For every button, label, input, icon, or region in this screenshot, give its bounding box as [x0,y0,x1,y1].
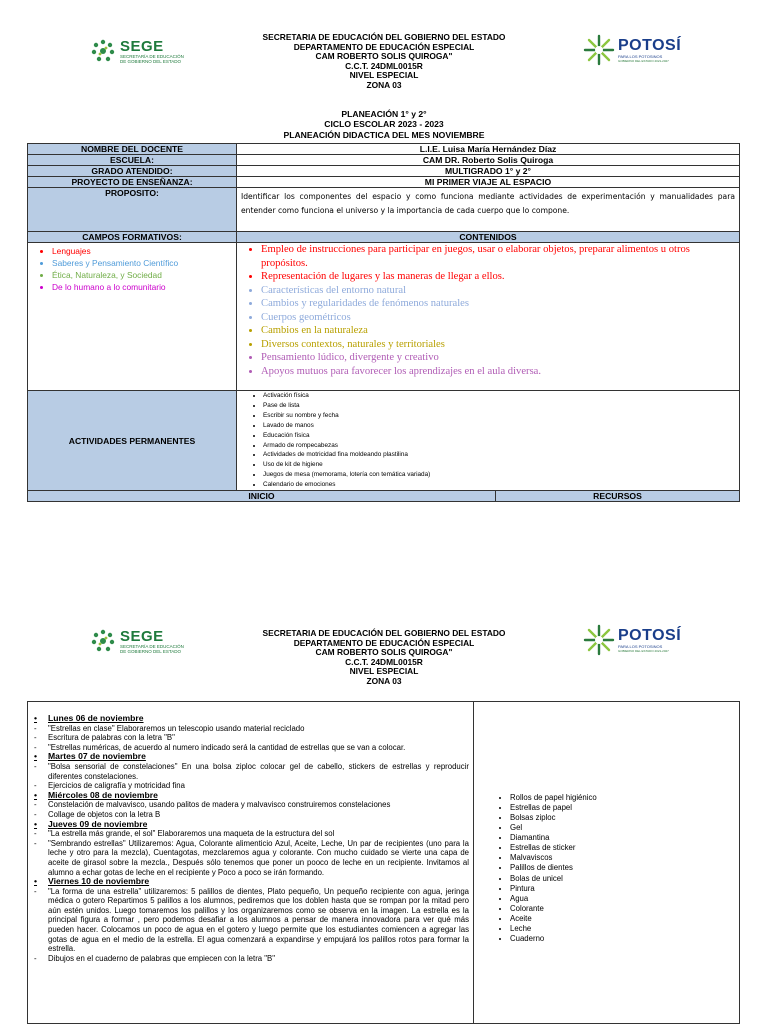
actividad-item: • Escribir su nombre y fecha [263,411,735,421]
header-line-6: ZONA 03 [366,79,402,90]
dash-icon: - [34,742,37,752]
dash-icon: - [34,781,37,791]
days-list [34,714,469,963]
docente-value: L.I.E. Luisa María Hernández Díaz [237,144,740,155]
dash-icon: - [34,723,37,733]
proposito-label: PROPOSITO: [28,188,237,232]
recurso-item: • Leche [510,924,739,934]
days-cell [28,702,474,1024]
day-activity [34,762,469,781]
header-line-4: C.C.T. 24DML0015R [345,60,423,71]
potosi-emblem-icon [582,623,616,657]
proyecto-value: MI PRIMER VIAJE AL ESPACIO [237,177,740,188]
contenido-item: • Empleo de instrucciones para participar en juegos, usar o elaborar objetos, preparar alimentos u otros propósitos. [261,243,735,270]
potosi-wordmark: POTOSÍ [618,36,682,54]
recursos-list [474,793,739,944]
potosi-subtitle-1: PARA LOS POTOSINOS [618,53,663,59]
sege-emblem-icon [90,38,116,64]
day-activity [34,954,469,964]
dash-icon: - [34,800,37,810]
escuela-label: ESCUELA: [28,155,237,166]
day-title: Martes 07 de noviembre [48,751,146,762]
day-activity-text: "Estrellas numéricas, de acuerdo al numero indicado será la cantidad de estrellas que se van a colocar. [48,742,406,752]
day-heading [34,791,469,801]
sege-subtitle-1: SECRETARÍA DE EDUCACIÓN [120,53,184,59]
header-line-4: C.C.T. 24DML0015R [345,656,423,667]
recurso-item: • Estrellas de sticker [510,843,739,853]
campo-item: • De lo humano a lo comunitario [52,281,232,293]
day-activity [34,839,469,877]
day-activity [34,829,469,839]
actividad-item: • Juegos de mesa (memorama, lotería con temática variada) [263,470,735,480]
day-heading [34,820,469,830]
day-activity [34,724,469,734]
contenido-item: • Cambios en la naturaleza [261,324,735,338]
day-activity-text: Collage de objetos con la letra B [48,809,161,819]
potosi-subtitle-2: GOBIERNO DEL ESTADO 2021-2027 [618,648,669,653]
recurso-item: • Bolsas ziploc [510,813,739,823]
day-activity-text: "La forma de una estrella" utilizaremos: 5 palillos de dientes, Plato pequeño, Un pequeño recipiente con agua, jeringa médica o gotero Repartimos 5 palillos a los alumnos, pediremos que los doblen hasta que se rompan por la mitad pero aún estén unidos. Luego tomaremos los palillos y los organizaremos como se observa en la imagen. La estrella es la principal figura a formar , pero podemos desafiar a los alumnos a pensar de manera innovadora para ver qué más pueden hacer. Colocamos un poco de agua en el gotero y luego permite que los estudiantes comiencen a agregar las gotas de agua en el medio de la estrella. El agua comenzará a expandirse y empujará los palillos rotos para formar la estrella. [48,886,469,954]
day-activity-text: Ejercicios de caligrafía y motricidad fina [48,781,185,791]
contenido-item: • Cuerpos geométricos [261,311,735,325]
actividades-label: ACTIVIDADES PERMANENTES [28,391,237,491]
header-line-5: NIVEL ESPECIAL [349,70,419,81]
sege-wordmark: SEGE [120,627,164,645]
recurso-item: • Aceite [510,914,739,924]
potosi-wordmark: POTOSÍ [618,626,682,644]
actividad-item: • Uso de kit de higiene [263,460,735,470]
actividad-item: • Educación física [263,431,735,441]
dash-icon: - [34,838,37,848]
actividad-item: • Calendario de emociones [263,480,735,490]
bullet-icon: • [34,713,38,723]
recurso-item: • Gel [510,823,739,833]
bullet-icon: • [34,876,38,887]
actividades-list [241,391,735,490]
contenido-item: • Pensamiento lúdico, divergente y creativo [261,351,735,365]
day-activity-text: "Bolsa sensorial de constelaciones" En una bolsa ziploc colocar gel de cabello, stickers de estrellas y reproducir diferentes constelaciones. [48,761,469,781]
dash-icon: - [34,886,37,896]
bullet-icon: • [34,818,38,829]
dash-icon: - [34,829,37,839]
header-line-2: DEPARTAMENTO DE EDUCACIÓN ESPECIAL [293,41,475,52]
recurso-item: • Agua [510,894,739,904]
day-activity-text: Constelación de malvavisco, usando palitos de madera y malvavisco construiremos constelaciones [48,800,391,810]
sege-wordmark: SEGE [120,37,164,55]
recurso-item: • Estrellas de papel [510,803,739,813]
day-activity [34,887,469,954]
header-line-6: ZONA 03 [366,675,402,686]
actividad-item: • Activación física [263,391,735,401]
recurso-item: • Palillos de dientes [510,863,739,873]
dash-icon: - [34,733,37,743]
campos-label: CAMPOS FORMATIVOS: [28,232,237,243]
planning-table [27,143,740,502]
potosi-emblem-icon [582,33,616,67]
recursos-cell [474,702,740,1024]
escuela-value: CAM DR. Roberto Solis Quiroga [237,155,740,166]
campos-cell [28,243,237,391]
contenidos-list [241,243,735,378]
sege-subtitle-2: DE GOBIERNO DEL ESTADO [120,58,182,64]
sege-subtitle-1: SECRETARÍA DE EDUCACIÓN [120,643,184,649]
header-line-5: NIVEL ESPECIAL [349,666,419,677]
recurso-item: • Malvaviscos [510,853,739,863]
recurso-item: • Pintura [510,884,739,894]
actividad-item: • Armado de rompecabezas [263,441,735,451]
recurso-item: • Cuaderno [510,934,739,944]
contenido-item: • Características del entorno natural [261,284,735,298]
contenidos-cell [237,243,740,391]
potosi-subtitle-1: PARA LOS POTOSINOS [618,643,663,649]
plan-title-line-1: PLANEACIÓN 1° y 2° [341,109,427,119]
contenido-item: • Apoyos mutuos para favorecer los aprendizajes en el aula diversa. [261,365,735,379]
actividades-cell [237,391,740,491]
day-activity-text: "Estrellas en clase" Elaboraremos un telescopio usando material reciclado [48,723,305,733]
weekly-plan-table [27,701,740,1024]
day-title: Lunes 06 de noviembre [48,713,144,723]
header-line-2: DEPARTAMENTO DE EDUCACIÓN ESPECIAL [293,637,475,648]
page-header [200,33,568,91]
contenido-item: • Cambios y regularidades de fenómenos naturales [261,297,735,311]
potosi-logo [582,33,681,67]
campo-item: • Ética, Naturaleza, y Sociedad [52,269,232,281]
header-line-3: CAM ROBERTO SOLIS QUIROGA" [315,647,453,658]
page-header-2 [200,629,568,687]
potosi-subtitle-2: GOBIERNO DEL ESTADO 2021-2027 [618,58,669,63]
day-activity [34,800,469,810]
plan-title [200,109,568,140]
bullet-icon: • [34,789,38,800]
dash-icon: - [34,761,37,771]
campo-item: • Lenguajes [52,245,232,257]
sege-emblem-icon [90,628,116,654]
header-line-1: SECRETARIA DE EDUCACIÓN DEL GOBIERNO DEL ESTADO [262,32,506,42]
day-activity-text: Dibujos en el cuaderno de palabras que empiecen con la letra "B" [48,953,276,963]
proposito-value: Identificar los componentes del espacio y como funciona mediante actividades de experimentación y manualidades para entender como funciona el universo y la importancia de cada cuerpo que lo compone. [237,188,740,232]
dash-icon: - [34,809,37,819]
inicio-label: INICIO [28,491,496,502]
recurso-item: • Diamantina [510,833,739,843]
sege-subtitle-2: DE GOBIERNO DEL ESTADO [120,648,182,654]
contenidos-label: CONTENIDOS [237,232,740,243]
contenido-item: • Diversos contextos, naturales y territoriales [261,338,735,352]
recurso-item: • Bolas de unicel [510,874,739,884]
actividad-item: • Lavado de manos [263,421,735,431]
bullet-icon: • [34,751,38,762]
campo-item: • Saberes y Pensamiento Científico [52,257,232,269]
day-activity-text: "La estrella más grande, el sol" Elaboraremos una maqueta de la estructura del sol [48,829,335,839]
grado-label: GRADO ATENDIDO: [28,166,237,177]
day-title: Viernes 10 de noviembre [48,876,150,887]
day-activity [34,733,469,743]
day-heading [34,714,469,724]
day-activity-text: "Sembrando estrellas" Utilizaremos: Agua, Colorante alimenticio Azul, Aceite, Leche, Un par de recipientes (uno para la leche y otro para la mezcla), Cuentagotas, mezclaremos agua y colorante. Con mucho cuidado se vierte una capa de aceite de girasol sobre la mezcla., Después sólo tenemos que poner un pooco de leche en un recipiente. Invitamos al alumno a echar gotas de leche en el recipiente y Poco a poco se irán formando. [48,838,469,877]
header-line-1: SECRETARIA DE EDUCACIÓN DEL GOBIERNO DEL ESTADO [262,628,506,638]
day-heading [34,877,469,887]
sege-logo [90,38,184,64]
recurso-item: • Rollos de papel higiénico [510,793,739,803]
contenido-item: • Representación de lugares y las maneras de llegar a ellos. [261,270,735,284]
proyecto-label: PROYECTO DE ENSEÑANZA: [28,177,237,188]
recurso-item: • Colorante [510,904,739,914]
potosi-logo-2 [582,623,681,657]
page-gap [0,560,768,580]
day-title: Miércoles 08 de noviembre [48,789,158,800]
grado-value: MULTIGRADO 1° y 2° [237,166,740,177]
header-line-3: CAM ROBERTO SOLIS QUIROGA" [315,51,453,62]
day-heading [34,752,469,762]
sege-logo-2 [90,628,184,654]
day-title: Jueves 09 de noviembre [48,818,148,829]
docente-label: NOMBRE DEL DOCENTE [28,144,237,155]
plan-title-line-3: PLANEACIÓN DIDACTICA DEL MES NOVIEMBRE [283,129,485,140]
actividad-item: • Pase de lista [263,401,735,411]
recursos-label: RECURSOS [496,491,740,502]
campos-list [32,245,232,293]
actividad-item: • Actividades de motricidad fina moldeando plastilina [263,450,735,460]
plan-title-line-2: CICLO ESCOLAR 2023 - 2023 [324,119,444,130]
day-activity-text: Escritura de palabras con la letra "B" [48,733,175,743]
page-2 [0,580,768,1024]
dash-icon: - [34,953,37,963]
